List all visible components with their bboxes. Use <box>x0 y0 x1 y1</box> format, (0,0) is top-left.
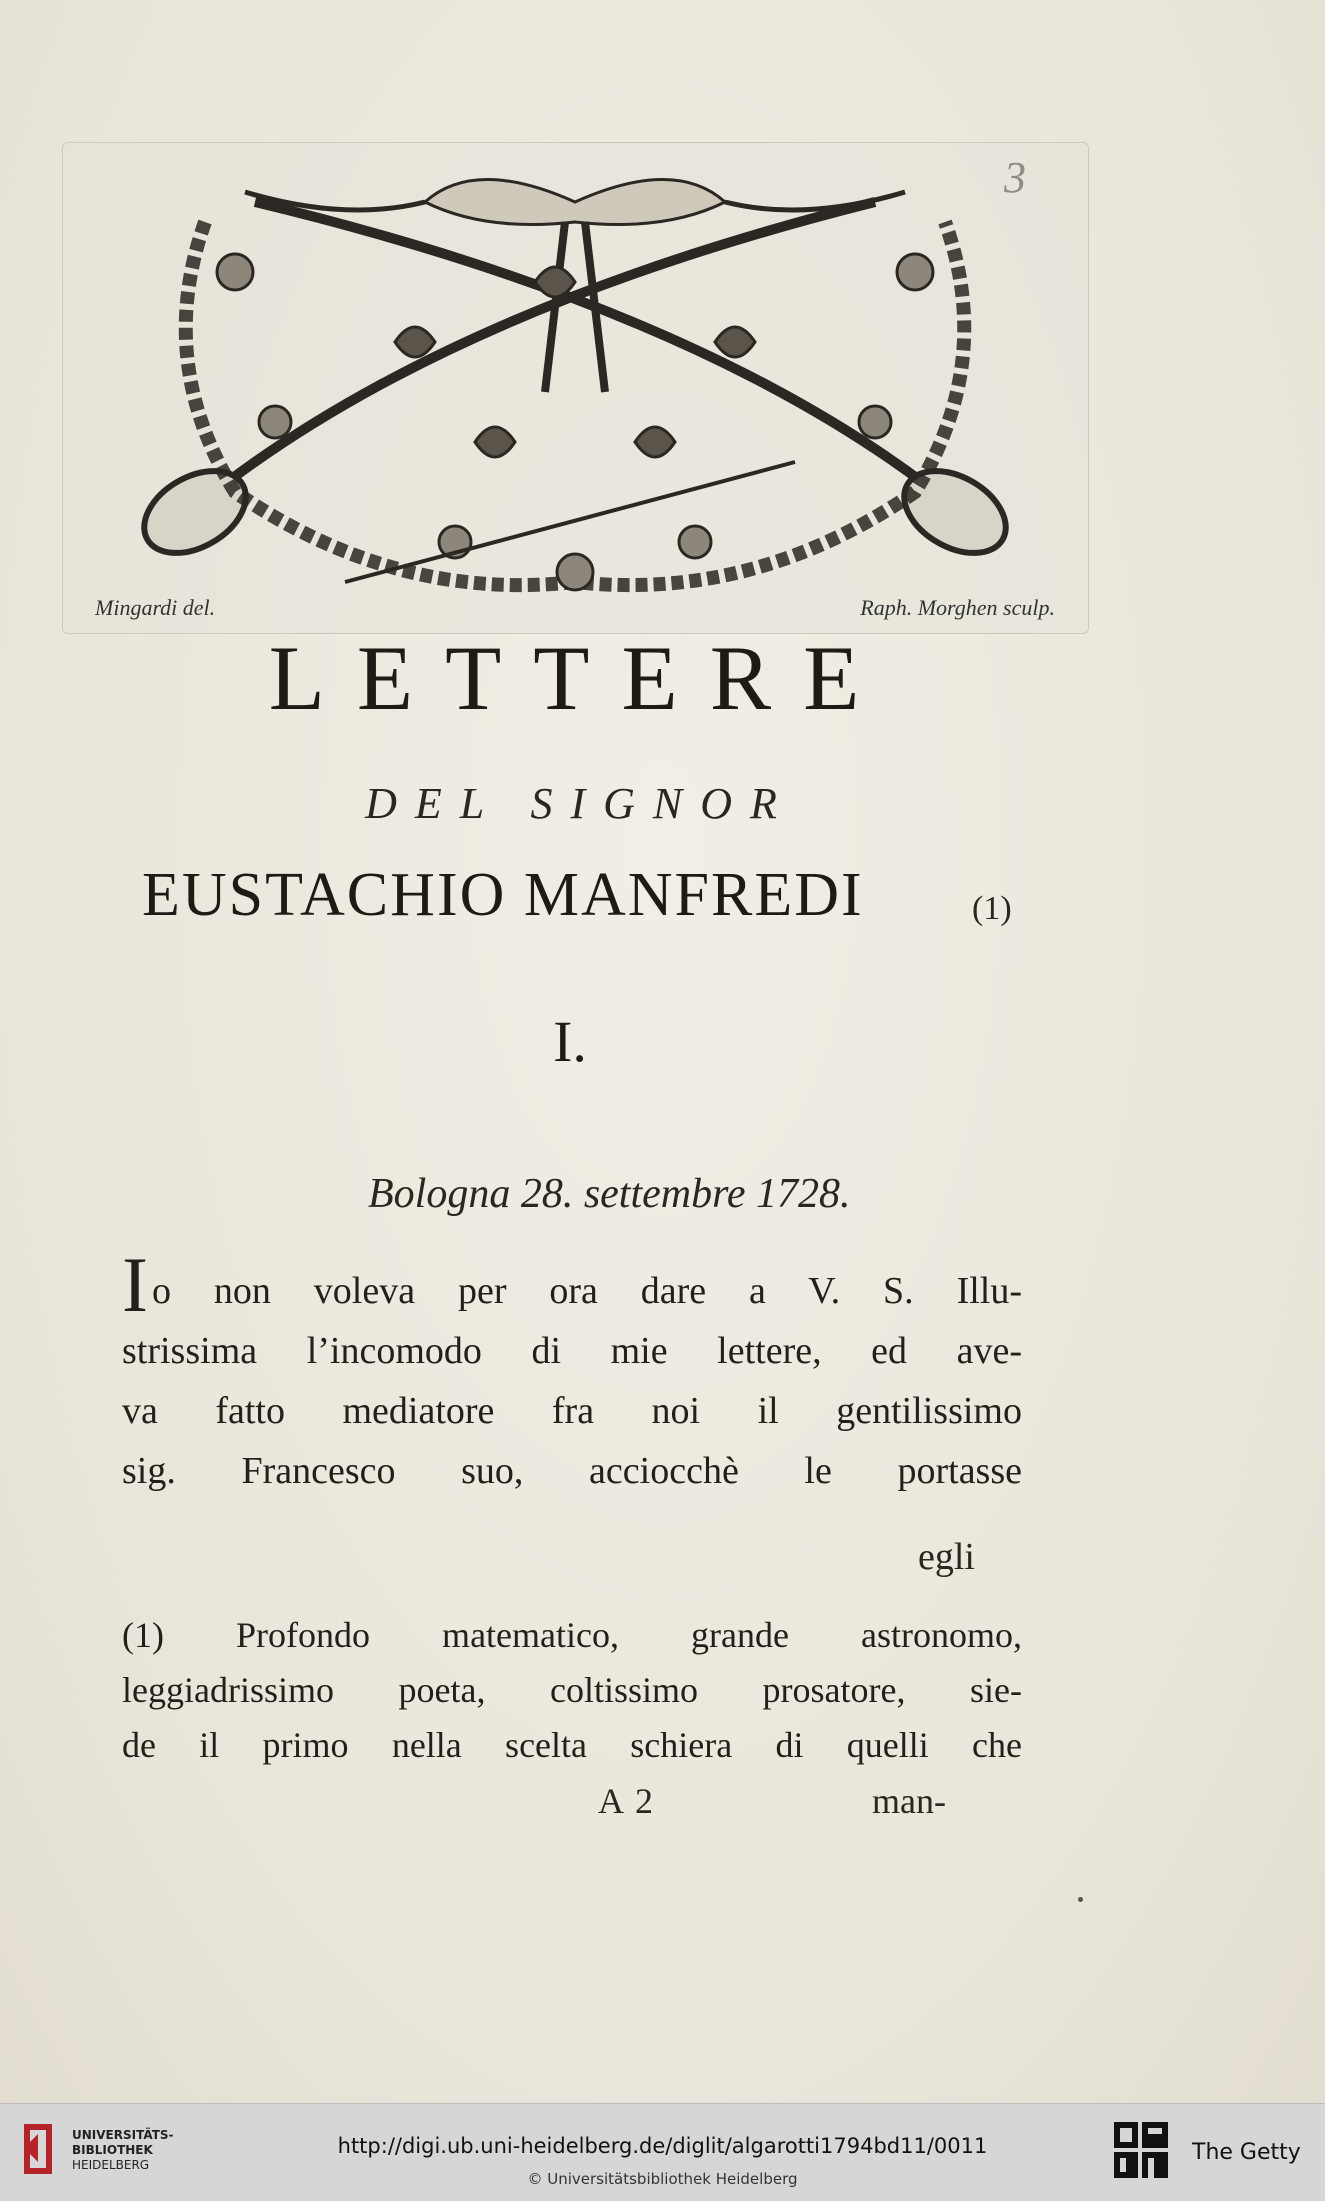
artist-credit: Mingardi del. <box>95 595 216 620</box>
body-line-1 <box>122 1241 1022 1328</box>
body-line-1-text: o non voleva per ora dare a V. S. Illu- <box>151 1270 1022 1312</box>
footnote-line-2: leggiadrissimo poeta, coltissimo prosatore, sie- <box>122 1670 1022 1710</box>
book-subtitle: DEL SIGNOR <box>365 779 795 828</box>
ornamental-engraving <box>95 162 1055 612</box>
viewer-footer <box>0 2103 1325 2201</box>
drop-cap: I <box>122 1241 148 1328</box>
paper-speck <box>1078 1897 1083 1902</box>
library-name-line-2: BIBLIOTHEK <box>72 2143 153 2157</box>
body-line-4: sig. Francesco suo, acciocchè le portasse <box>122 1450 1022 1492</box>
letter-number: I. <box>553 1009 587 1074</box>
getty-logo-icon[interactable] <box>1112 2120 1170 2182</box>
footnote <box>122 1608 1022 1773</box>
footnote-line-3: de il primo nella scelta schiera di quelli che <box>122 1725 1022 1765</box>
engraver-credit: Raph. Morghen sculp. <box>860 595 1055 620</box>
footnote-line-1: (1) Profondo matematico, grande astronomo, <box>122 1615 1022 1655</box>
permalink-url[interactable]: http://digi.ub.uni-heidelberg.de/diglit/algarotti1794bd11/0011 <box>337 2134 988 2158</box>
body-line-2: strissima l’incomodo di mie lettere, ed ave- <box>122 1330 1022 1372</box>
copyright-notice: © Universitätsbibliothek Heidelberg <box>527 2170 798 2188</box>
library-name-line-3: HEIDELBERG <box>72 2158 150 2172</box>
footnote-reference: (1) <box>972 890 1012 927</box>
body-line-3: va fatto mediatore fra noi il gentilissimo <box>122 1390 1022 1432</box>
book-title: LETTERE <box>268 627 892 729</box>
bottom-catchword: man- <box>872 1781 946 1821</box>
partner-name[interactable]: The Getty <box>1192 2140 1301 2165</box>
catchword: egli <box>918 1536 975 1578</box>
letter-body <box>122 1241 1022 1501</box>
signature-mark: A 2 <box>598 1781 656 1821</box>
letter-dateline: Bologna 28. settembre 1728. <box>368 1171 851 1217</box>
author-name: EUSTACHIO MANFREDI <box>142 861 864 929</box>
library-name-line-1: UNIVERSITÄTS- <box>72 2128 174 2142</box>
